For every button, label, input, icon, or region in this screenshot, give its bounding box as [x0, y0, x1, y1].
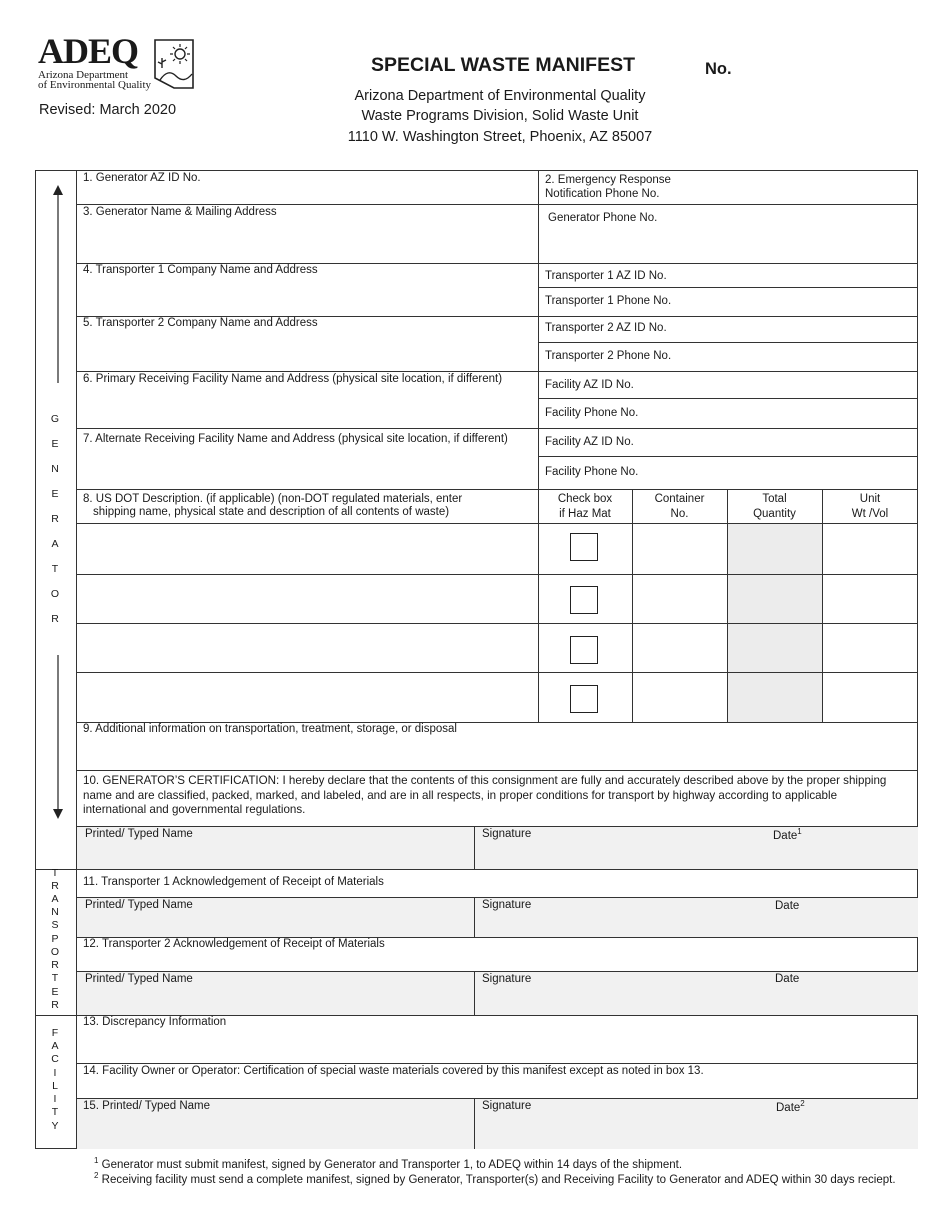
alternate-facility-label: 7. Alternate Receiving Facility Name and Address (physical site location, if different): [83, 433, 508, 445]
facility-label-letter: A: [51, 1040, 59, 1052]
logo-wordmark: ADEQ: [38, 31, 139, 71]
facility-certification-label: 14. Facility Owner or Operator: Certification of special waste materials covered by this manifest except as noted in box 13.: [83, 1065, 704, 1077]
arrow-up-icon: [50, 183, 66, 383]
hazmat-checkbox-1[interactable]: [570, 533, 598, 561]
transporter-label-letter: T: [51, 867, 59, 879]
facility-label-letter: F: [51, 1027, 59, 1039]
transporter1-company-label: 4. Transporter 1 Company Name and Address: [83, 264, 318, 276]
transporter1-signature-label: Signature: [482, 899, 532, 911]
arrow-down-icon: [50, 655, 66, 821]
additional-info-label: 9. Additional information on transportation, treatment, storage, or disposal: [83, 723, 457, 735]
page-title: SPECIAL WASTE MANIFEST: [371, 54, 635, 76]
logo-subtitle-2: of Environmental Quality: [38, 79, 152, 91]
transporter2-id-label: Transporter 2 AZ ID No.: [545, 322, 667, 334]
transporter2-date-label: Date: [775, 973, 800, 985]
emergency-phone-label-2: Notification Phone No.: [545, 188, 660, 200]
alternate-facility-phone-label: Facility Phone No.: [545, 466, 639, 478]
generator-label-letter: R: [51, 513, 59, 525]
transporter-label-letter: P: [51, 933, 59, 945]
col-total-header-1: Total: [762, 493, 787, 505]
facility-label-letter: L: [52, 1080, 58, 1092]
row-line: [76, 523, 918, 524]
date-text: Date: [776, 1101, 801, 1114]
row-line: [76, 672, 918, 673]
org-line-3: 1110 W. Washington Street, Phoenix, AZ 85007: [347, 129, 653, 145]
generator-label-letter: G: [50, 413, 60, 425]
row-line: [76, 489, 918, 490]
transporter2-printed-name-label: Printed/ Typed Name: [85, 973, 193, 985]
org-line-1: Arizona Department of Environmental Quality: [354, 88, 646, 104]
total-quantity-cell-2[interactable]: [728, 575, 822, 623]
dot-description-label-2: shipping name, physical state and description of all contents of waste): [93, 506, 450, 518]
generator-label-letter: O: [50, 588, 60, 600]
footnote-1-text: Generator must submit manifest, signed by Generator and Transporter 1, to ADEQ within 14 days of the shipment.: [101, 1158, 683, 1171]
col-container-header-1: Container: [654, 493, 705, 505]
facility-date-label: [776, 1097, 805, 1115]
transporter-label-letter: R: [51, 880, 59, 892]
generator-certification-line-2: name and are classified, packed, marked, and labeled, and are in all respects, in proper conditions for transport by highway according to applicable: [83, 789, 838, 802]
date-text: Date: [773, 829, 798, 842]
transporter-label-letter: T: [51, 972, 59, 984]
col-unit-header-2: Wt /Vol: [851, 508, 889, 520]
arizona-state-icon: [152, 38, 196, 90]
row-line: [76, 869, 918, 870]
primary-facility-label: 6. Primary Receiving Facility Name and Address (physical site location, if different): [83, 373, 503, 385]
transporter2-signature-label: Signature: [482, 973, 532, 985]
emergency-phone-label-1: 2. Emergency Response: [545, 174, 671, 186]
generator-date-label: [773, 825, 802, 843]
transporter-label-letter: R: [51, 999, 59, 1011]
signature-divider: [474, 897, 475, 937]
generator-printed-name-label: Printed/ Typed Name: [85, 828, 193, 840]
generator-label-letter: T: [51, 563, 59, 575]
right-column-divider: [538, 170, 539, 723]
section-divider-facility: [35, 1015, 77, 1016]
row-line: [538, 456, 918, 457]
row-line: [538, 287, 918, 288]
total-quantity-cell-1[interactable]: [728, 524, 822, 574]
row-line: [76, 623, 918, 624]
transporter-label-letter: E: [51, 986, 59, 998]
facility-label-letter: I: [53, 1067, 57, 1079]
transporter2-phone-label: Transporter 2 Phone No.: [545, 350, 672, 362]
generator-label-letter: A: [51, 538, 59, 550]
dot-description-label-1: 8. US DOT Description. (if applicable) (non-DOT regulated materials, enter: [83, 493, 463, 505]
transporter-label-letter: R: [51, 959, 59, 971]
footnote-marker-1: 1: [94, 1156, 99, 1165]
signature-divider: [474, 1098, 475, 1149]
facility-signature-label: Signature: [482, 1100, 532, 1112]
transporter-label-letter: A: [51, 893, 59, 905]
facility-printed-name-label: 15. Printed/ Typed Name: [83, 1100, 210, 1112]
col-check-header-2: if Haz Mat: [559, 508, 611, 520]
generator-label-letter: R: [51, 613, 59, 625]
total-quantity-cell-3[interactable]: [728, 624, 822, 672]
transporter1-printed-name-label: Printed/ Typed Name: [85, 899, 193, 911]
generator-label-letter: E: [51, 488, 59, 500]
col-check-header-1: Check box: [557, 493, 613, 505]
table-column-divider: [822, 489, 823, 723]
transporter1-id-label: Transporter 1 AZ ID No.: [545, 270, 667, 282]
transporter1-acknowledgement-label: 11. Transporter 1 Acknowledgement of Receipt of Materials: [83, 876, 384, 888]
signature-divider: [474, 826, 475, 869]
table-column-divider: [632, 489, 633, 723]
generator-label-letter: N: [51, 463, 59, 475]
logo-subtitle-1: Arizona Department: [38, 69, 129, 81]
generator-certification-line-3: international and governmental regulations.: [83, 803, 306, 816]
generator-az-id-label: 1. Generator AZ ID No.: [83, 172, 201, 184]
transporter1-phone-label: Transporter 1 Phone No.: [545, 295, 672, 307]
signature-divider: [474, 971, 475, 1015]
org-line-2: Waste Programs Division, Solid Waste Unit: [361, 108, 639, 124]
facility-label-letter: T: [51, 1106, 59, 1118]
hazmat-checkbox-3[interactable]: [570, 636, 598, 664]
transporter-label-letter: N: [51, 906, 59, 918]
hazmat-checkbox-4[interactable]: [570, 685, 598, 713]
transporter2-acknowledgement-label: 12. Transporter 2 Acknowledgement of Receipt of Materials: [83, 938, 385, 950]
row-line: [76, 770, 918, 771]
transporter2-company-label: 5. Transporter 2 Company Name and Address: [83, 317, 318, 329]
facility-label-letter: Y: [51, 1120, 59, 1132]
revised-date: Revised: March 2020: [39, 102, 177, 118]
generator-label-letter: E: [51, 438, 59, 450]
footnote-marker-2: 2: [94, 1171, 99, 1180]
primary-facility-id-label: Facility AZ ID No.: [545, 379, 634, 391]
transporter-label-letter: S: [51, 919, 59, 931]
generator-name-address-label: 3. Generator Name & Mailing Address: [83, 206, 277, 218]
row-line: [76, 428, 918, 429]
row-line: [538, 342, 918, 343]
generator-signature-label: Signature: [482, 828, 532, 840]
col-total-header-2: Quantity: [753, 508, 796, 520]
alternate-facility-id-label: Facility AZ ID No.: [545, 436, 634, 448]
transporter1-date-label: Date: [775, 900, 800, 912]
hazmat-checkbox-2[interactable]: [570, 586, 598, 614]
facility-label-letter: I: [53, 1093, 57, 1105]
total-quantity-cell-4[interactable]: [728, 673, 822, 722]
row-line: [76, 574, 918, 575]
facility-label-letter: C: [51, 1053, 59, 1065]
row-line: [538, 398, 918, 399]
col-unit-header-1: Unit: [859, 493, 881, 505]
col-container-header-2: No.: [670, 508, 689, 520]
footnote-2-text: Receiving facility must send a complete manifest, signed by Generator, Transporter(s) and Receiving Facility to Generator and ADEQ within 30 days reciept.: [101, 1173, 896, 1186]
table-column-divider: [727, 489, 728, 723]
generator-certification-line-1: 10. GENERATOR’S CERTIFICATION: I hereby declare that the contents of this consignment are fully and accurately described above by the proper shipping: [83, 774, 887, 787]
footnote-ref-1: 1: [797, 827, 802, 836]
footnote-ref-2: 2: [800, 1099, 805, 1108]
manifest-number-label: No.: [705, 60, 732, 78]
generator-phone-label: Generator Phone No.: [548, 212, 658, 224]
transporter-label-letter: O: [50, 946, 60, 958]
footnote-2: [94, 1169, 896, 1187]
primary-facility-phone-label: Facility Phone No.: [545, 407, 639, 419]
discrepancy-info-label: 13. Discrepancy Information: [83, 1016, 227, 1028]
adeq-logo: [38, 31, 198, 94]
